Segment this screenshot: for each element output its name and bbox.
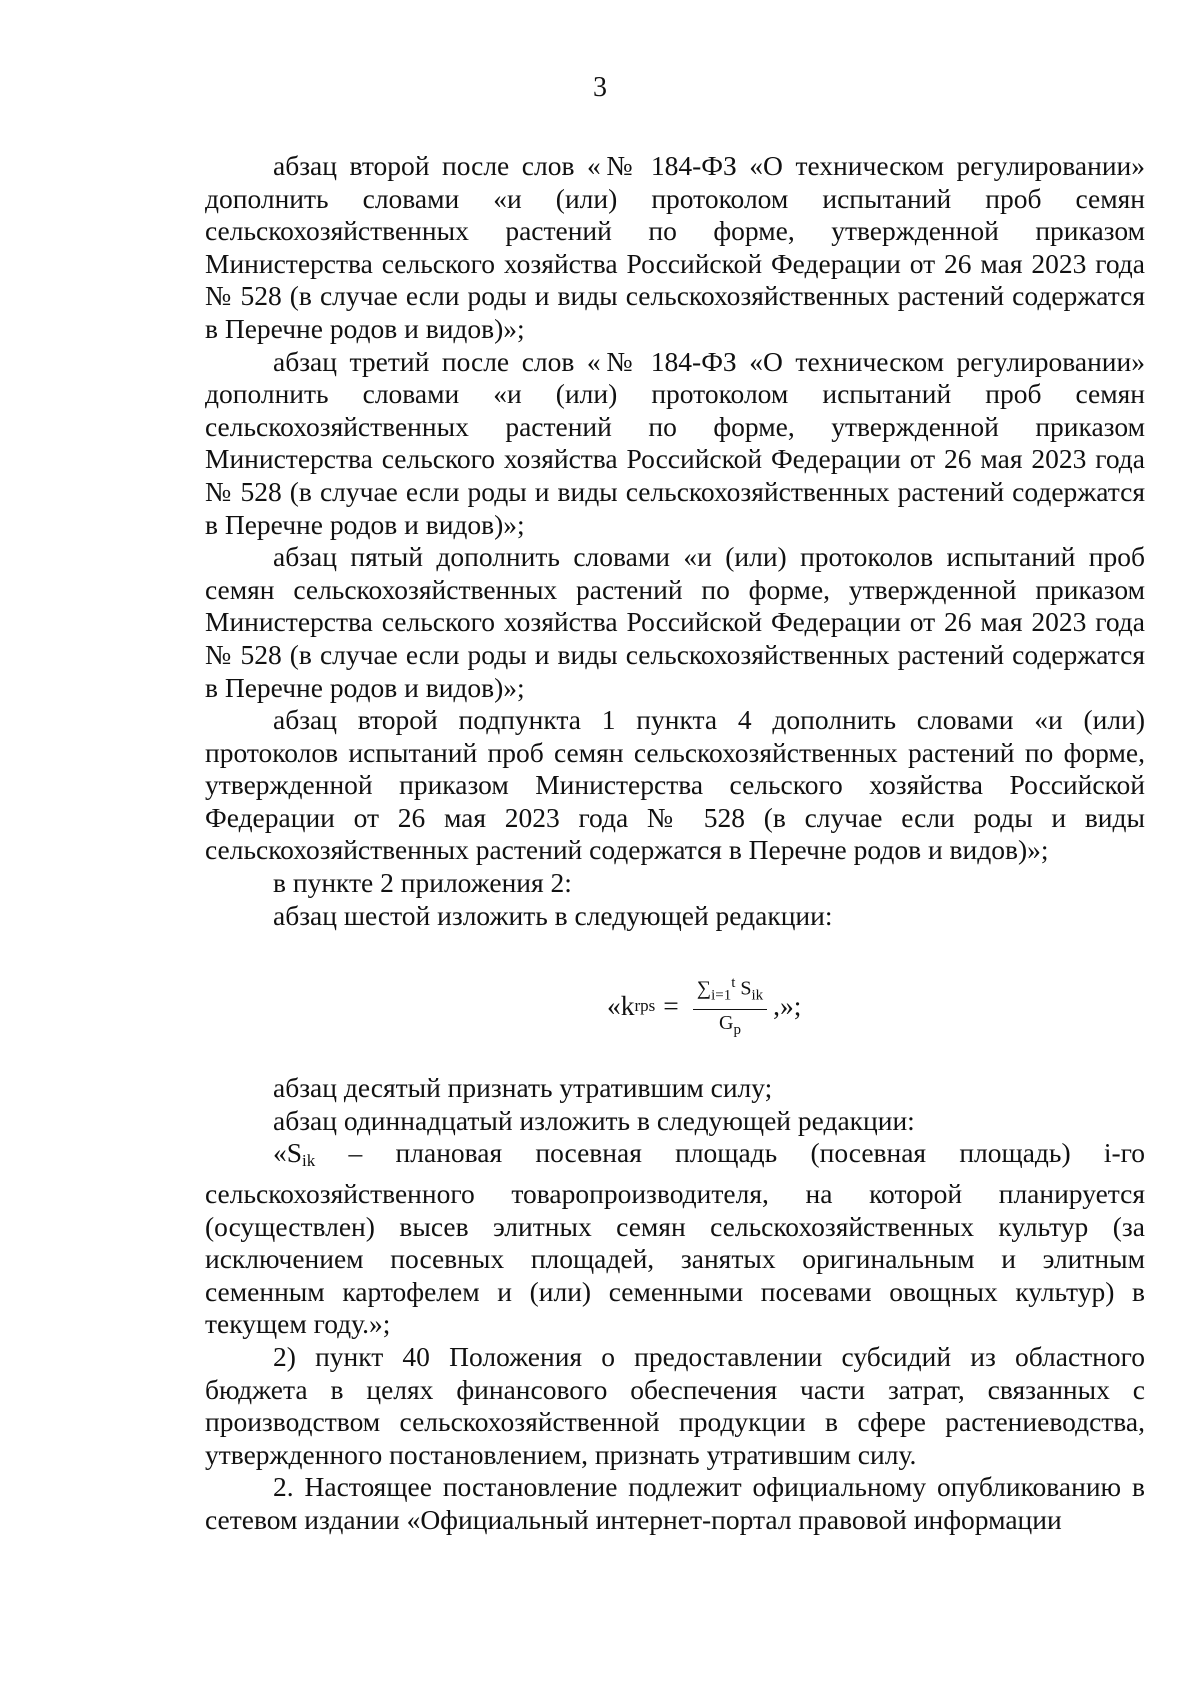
paragraph-abzac-pyatyy: абзац пятый дополнить словами «и (или) протоколов испытаний проб семян сельскохозяйственных растений по форме, утвержденной приказом Министерства сельского хозяйства Российской Федерации от 26 мая 2023 года № 528 (в случае если роды и виды сельскохозяйственных растений содержатся в Перечне родов и видов)»; (205, 541, 1145, 703)
sum-lower: i=1 (711, 987, 732, 1004)
paragraph-abzac-tretiy: абзац третий после слов «№ 184-ФЗ «О техническом регулировании» дополнить словами «и (или) протоколом испытаний проб семян сельскохозяйственных растений по форме, утвержденной приказом Министерства сельского хозяйства Российской Федерации от 26 мая 2023 года № 528 (в случае если роды и виды сельскохозяйственных растений содержатся в Перечне родов и видов)»; (205, 345, 1145, 540)
paragraph-punkt-40: 2) пункт 40 Положения о предоставлении субсидий из областного бюджета в целях финансового обеспечения части затрат, связанных с производством сельскохозяйственной продукции в сфере растениеводства, утвержденного постановлением, признать утратившим силу. (205, 1341, 1145, 1470)
sik-rest: – плановая посевная площадь (посевная площадь) i-го сельскохозяйственного товаропроизводителя, на которой планируется (осуществлен) высев элитных семян сельскохозяйственных культур (за исключением посевных площадей, занятых оригинальным и элитным семенным картофелем и (или) семенными посевами овощных культур) в текущем году.»; (205, 1137, 1145, 1340)
paragraph-podpunkt-1-punkt-4: абзац второй подпункта 1 пункта 4 дополнить словами «и (или) протоколов испытаний проб семян сельскохозяйственных растений по форме, утвержденной приказом Министерства сельского хозяйства Российской Федерации от 26 мая 2023 года № 528 (в случае если роды и виды сельскохозяйственных растений содержатся в Перечне родов и видов)»; (205, 704, 1145, 866)
sik-open: «S (273, 1137, 303, 1169)
formula-equals: = (663, 990, 679, 1022)
formula-open: «k (607, 990, 635, 1022)
sum-upper: t (731, 975, 736, 992)
paragraph-abzac-desyatyy: абзац десятый признать утратившим силу; (273, 1072, 773, 1104)
formula-lhs-sub: rps (634, 996, 656, 1016)
formula-close: ,»; (773, 990, 802, 1022)
paragraph-publication: 2. Настоящее постановление подлежит официальному опубликованию в сетевом издании «Официальный интернет-портал правовой информации (205, 1471, 1145, 1535)
paragraph-punkt-2-prilozheniya-2: в пункте 2 приложения 2: (273, 867, 572, 899)
denominator-sub: p (733, 1021, 741, 1038)
numerator-var: S (740, 977, 752, 1000)
denominator-var: G (719, 1011, 734, 1034)
sum-symbol: ∑ (696, 977, 712, 1000)
numerator-sub: ik (751, 987, 764, 1004)
sik-sub: ik (302, 1151, 316, 1171)
page-number: 3 (593, 72, 607, 103)
paragraph-abzac-vtoroy: абзац второй после слов «№ 184-ФЗ «О техническом регулировании» дополнить словами «и (или) протоколом испытаний проб семян сельскохозяйственных растений по форме, утвержденной приказом Министерства сельского хозяйства Российской Федерации от 26 мая 2023 года № 528 (в случае если роды и виды сельскохозяйственных растений содержатся в Перечне родов и видов)»; (205, 150, 1145, 344)
paragraph-abzac-odinnadcatyy: абзац одиннадцатый изложить в следующей редакции: (273, 1104, 915, 1136)
document-body (205, 150, 1145, 1537)
paragraph-sik-definition (205, 1137, 1145, 1341)
formula-denominator (719, 1010, 741, 1041)
formula-block (205, 932, 1145, 1072)
formula-numerator (693, 972, 767, 1010)
formula-k-rps (607, 972, 801, 1041)
formula-fraction (693, 972, 767, 1041)
paragraph-abzac-shestoy: абзац шестой изложить в следующей редакции: (273, 899, 833, 931)
